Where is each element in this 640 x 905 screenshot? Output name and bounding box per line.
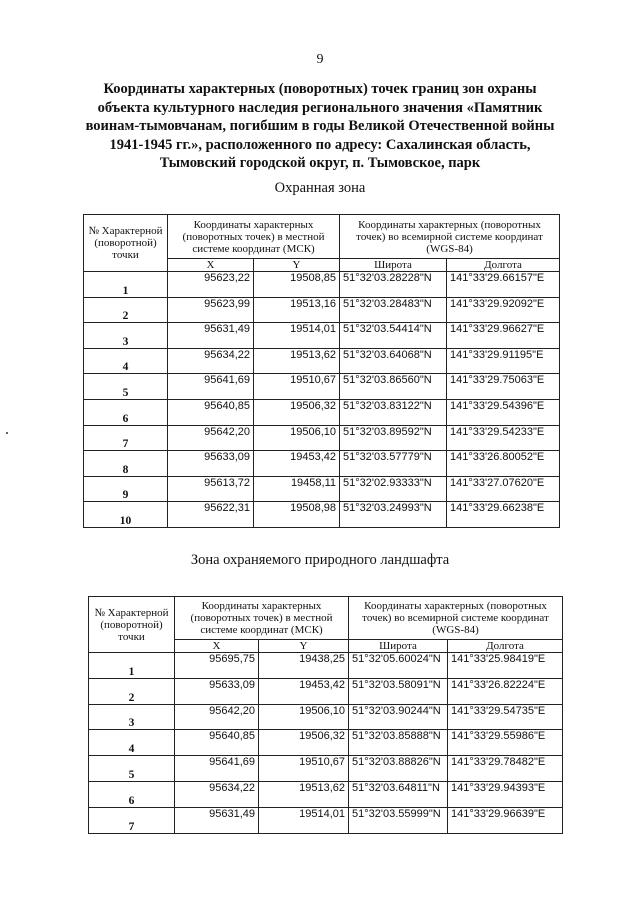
- header-longitude: Долгота: [447, 259, 560, 272]
- header-x: X: [168, 259, 254, 272]
- longitude-cell: 141°33'29.92092"E: [447, 297, 560, 323]
- longitude-cell: 141°33'29.66238"E: [447, 502, 560, 528]
- y-cell: 19513,62: [259, 781, 349, 807]
- header-y: Y: [254, 259, 340, 272]
- header-world-coordinates: Координаты характерных (поворотных точек) во всемирной системе координат (WGS-84): [349, 597, 563, 640]
- point-number-cell: 7: [89, 807, 175, 833]
- table-row: [84, 348, 560, 374]
- point-number-cell: 6: [84, 399, 168, 425]
- title-line: Координаты характерных (поворотных) точек границ зон охраны: [103, 81, 537, 97]
- x-cell: 95642,20: [168, 425, 254, 451]
- header-y: Y: [259, 640, 349, 653]
- table-row: [89, 781, 563, 807]
- latitude-cell: 51°32'03.28228"N: [340, 272, 447, 298]
- latitude-cell: 51°32'03.88826"N: [349, 756, 448, 782]
- point-number-cell: 3: [89, 704, 175, 730]
- latitude-cell: 51°32'03.86560"N: [340, 374, 447, 400]
- x-cell: 95623,22: [168, 272, 254, 298]
- table-row: [89, 756, 563, 782]
- point-number-cell: 8: [84, 451, 168, 477]
- table-row: [84, 502, 560, 528]
- table-row: [84, 425, 560, 451]
- longitude-cell: 141°33'29.96639"E: [448, 807, 563, 833]
- x-cell: 95623,99: [168, 297, 254, 323]
- longitude-cell: 141°33'29.91195"E: [447, 348, 560, 374]
- latitude-cell: 51°32'03.83122"N: [340, 399, 447, 425]
- header-point-number: № Характерной (поворотной) точки: [84, 215, 168, 272]
- page-number: 9: [316, 52, 324, 67]
- latitude-cell: 51°32'02.93333"N: [340, 476, 447, 502]
- longitude-cell: 141°33'29.54735"E: [448, 704, 563, 730]
- point-number-cell: 9: [84, 476, 168, 502]
- table-row: [89, 704, 563, 730]
- longitude-cell: 141°33'29.55986"E: [448, 730, 563, 756]
- table-row: [89, 730, 563, 756]
- section-title-landscape-zone: Зона охраняемого природного ландшафта: [190, 552, 450, 568]
- y-cell: 19506,32: [259, 730, 349, 756]
- longitude-cell: 141°33'29.66157"E: [447, 272, 560, 298]
- point-number-cell: 6: [89, 781, 175, 807]
- x-cell: 95631,49: [175, 807, 259, 833]
- header-local-coordinates: Координаты характерных (поворотных точек) в местной системе координат (МСК): [168, 215, 340, 259]
- y-cell: 19513,62: [254, 348, 340, 374]
- point-number-cell: 1: [89, 653, 175, 679]
- point-number-cell: 2: [89, 678, 175, 704]
- title-line: 1941-1945 гг.», расположенного по адресу: Сахалинская область,: [109, 136, 531, 153]
- longitude-cell: 141°33'27.07620"E: [447, 476, 560, 502]
- y-cell: 19514,01: [254, 323, 340, 349]
- longitude-cell: 141°33'25.98419"E: [448, 653, 563, 679]
- title-line: объекта культурного наследия регионального значения «Памятник: [97, 99, 543, 116]
- x-cell: 95613,72: [168, 476, 254, 502]
- y-cell: 19506,32: [254, 399, 340, 425]
- table-row: [84, 272, 560, 298]
- x-cell: 95633,09: [175, 678, 259, 704]
- point-number-cell: 1: [84, 272, 168, 298]
- header-point-number: № Характерной (поворотной) точки: [89, 597, 175, 653]
- point-number-cell: 2: [84, 297, 168, 323]
- y-cell: 19514,01: [259, 807, 349, 833]
- latitude-cell: 51°32'03.64811"N: [349, 781, 448, 807]
- x-cell: 95633,09: [168, 451, 254, 477]
- scan-speck: [6, 432, 8, 434]
- table-row: [84, 374, 560, 400]
- document-title: [70, 80, 570, 173]
- y-cell: 19508,85: [254, 272, 340, 298]
- longitude-cell: 141°33'29.96627"E: [447, 323, 560, 349]
- longitude-cell: 141°33'29.94393"E: [448, 781, 563, 807]
- header-local-coordinates: Координаты характерных (поворотных точек) в местной системе координат (МСК): [175, 597, 349, 640]
- table-row: [84, 399, 560, 425]
- y-cell: 19453,42: [254, 451, 340, 477]
- latitude-cell: 51°32'03.54414"N: [340, 323, 447, 349]
- point-number-cell: 4: [89, 730, 175, 756]
- table-row: [89, 653, 563, 679]
- y-cell: 19438,25: [259, 653, 349, 679]
- table-row: [89, 807, 563, 833]
- x-cell: 95641,69: [175, 756, 259, 782]
- y-cell: 19510,67: [259, 756, 349, 782]
- x-cell: 95634,22: [175, 781, 259, 807]
- title-line: воинам-тымовчанам, погибшим в годы Великой Отечественной войны: [85, 118, 555, 135]
- header-longitude: Долгота: [448, 640, 563, 653]
- y-cell: 19510,67: [254, 374, 340, 400]
- coordinates-table-landscape-zone: [88, 596, 563, 834]
- x-cell: 95640,85: [168, 399, 254, 425]
- table-row: [84, 297, 560, 323]
- table-row: [84, 476, 560, 502]
- longitude-cell: 141°33'29.54396"E: [447, 399, 560, 425]
- y-cell: 19458,11: [254, 476, 340, 502]
- header-latitude: Широта: [349, 640, 448, 653]
- latitude-cell: 51°32'03.64068"N: [340, 348, 447, 374]
- longitude-cell: 141°33'29.54233"E: [447, 425, 560, 451]
- latitude-cell: 51°32'03.58091"N: [349, 678, 448, 704]
- longitude-cell: 141°33'29.78482"E: [448, 756, 563, 782]
- x-cell: 95642,20: [175, 704, 259, 730]
- y-cell: 19506,10: [254, 425, 340, 451]
- latitude-cell: 51°32'03.90244"N: [349, 704, 448, 730]
- y-cell: 19508,98: [254, 502, 340, 528]
- title-line: Тымовский городской округ, п. Тымовское, парк: [159, 155, 481, 172]
- x-cell: 95695,75: [175, 653, 259, 679]
- point-number-cell: 4: [84, 348, 168, 374]
- table-row: [89, 678, 563, 704]
- latitude-cell: 51°32'05.60024"N: [349, 653, 448, 679]
- header-x: X: [175, 640, 259, 653]
- header-latitude: Широта: [340, 259, 447, 272]
- longitude-cell: 141°33'26.80052"E: [447, 451, 560, 477]
- latitude-cell: 51°32'03.57779"N: [340, 451, 447, 477]
- latitude-cell: 51°32'03.28483"N: [340, 297, 447, 323]
- longitude-cell: 141°33'26.82224"E: [448, 678, 563, 704]
- table-row: [84, 451, 560, 477]
- y-cell: 19506,10: [259, 704, 349, 730]
- x-cell: 95640,85: [175, 730, 259, 756]
- x-cell: 95622,31: [168, 502, 254, 528]
- point-number-cell: 7: [84, 425, 168, 451]
- point-number-cell: 5: [84, 374, 168, 400]
- latitude-cell: 51°32'03.89592"N: [340, 425, 447, 451]
- x-cell: 95634,22: [168, 348, 254, 374]
- y-cell: 19513,16: [254, 297, 340, 323]
- coordinates-table-protection-zone: [83, 214, 560, 528]
- point-number-cell: 3: [84, 323, 168, 349]
- point-number-cell: 5: [89, 756, 175, 782]
- longitude-cell: 141°33'29.75063"E: [447, 374, 560, 400]
- x-cell: 95631,49: [168, 323, 254, 349]
- latitude-cell: 51°32'03.24993"N: [340, 502, 447, 528]
- latitude-cell: 51°32'03.55999"N: [349, 807, 448, 833]
- point-number-cell: 10: [84, 502, 168, 528]
- section-title-protection-zone: Охранная зона: [274, 180, 366, 196]
- header-world-coordinates: Координаты характерных (поворотных точек) во всемирной системе координат (WGS-84): [340, 215, 560, 259]
- y-cell: 19453,42: [259, 678, 349, 704]
- latitude-cell: 51°32'03.85888"N: [349, 730, 448, 756]
- table-row: [84, 323, 560, 349]
- x-cell: 95641,69: [168, 374, 254, 400]
